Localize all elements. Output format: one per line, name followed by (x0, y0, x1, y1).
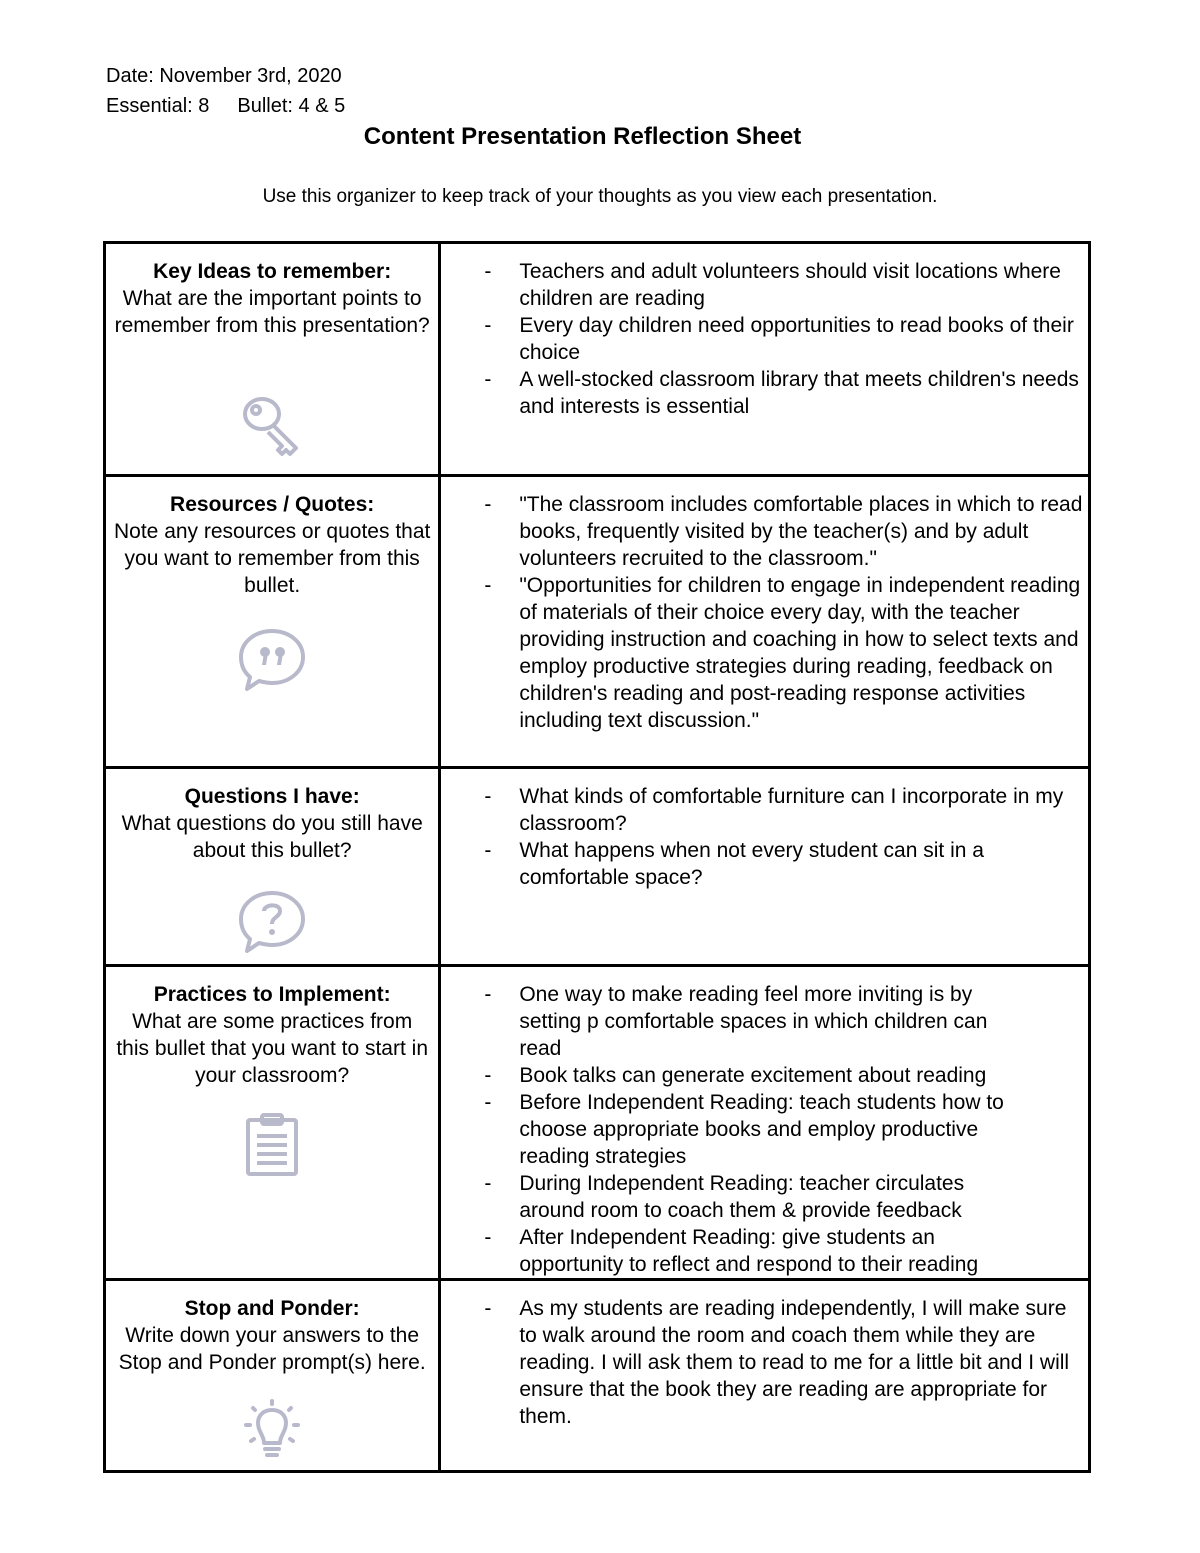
questions-list (441, 769, 1088, 891)
list-item: - Every day children need opportunities to read books of their choice (441, 312, 1088, 366)
reflection-table (103, 241, 1091, 1473)
date-line: Date: November 3rd, 2020 (106, 65, 342, 87)
resources-prompt-cell (105, 476, 440, 768)
resources-heading: Resources / Quotes: (170, 493, 375, 516)
list-item: - "The classroom includes comfortable places in which to read books, frequently visited by the teacher(s) and by adult volunteers recruited to the classroom." (441, 491, 1088, 572)
ponder-list (441, 1281, 1088, 1430)
list-item: - Book talks can generate excitement about reading (441, 1062, 1021, 1089)
page-title: Content Presentation Reflection Sheet (363, 123, 802, 150)
practices-notes-cell[interactable] (440, 966, 1090, 1280)
list-item: - A well-stocked classroom library that meets children's needs and interests is essential (441, 366, 1088, 420)
key-ideas-prompt: What are the important points to remember from this presentation? (114, 287, 430, 337)
lightbulb-icon (106, 1399, 438, 1461)
list-item: - One way to make reading feel more inviting is by setting p comfortable spaces in which children can read (441, 981, 1021, 1062)
table-row-practices (105, 966, 1090, 1280)
question-bubble-icon (106, 889, 438, 955)
key-ideas-list (441, 244, 1088, 420)
resources-list (441, 477, 1088, 734)
essential-number: Essential: 8 (106, 95, 210, 117)
table-row-questions (105, 768, 1090, 966)
questions-heading: Questions I have: (184, 785, 360, 808)
practices-prompt-cell (105, 966, 440, 1280)
table-row-resources-quotes (105, 476, 1090, 768)
resources-notes-cell[interactable] (440, 476, 1090, 768)
list-item: - Before Independent Reading: teach students how to choose appropriate books and employ productive reading strategies (441, 1089, 1021, 1170)
questions-prompt-cell (105, 768, 440, 966)
list-item: - What happens when not every student can sit in a comfortable space? (441, 837, 1088, 891)
ponder-notes-cell[interactable] (440, 1280, 1090, 1472)
key-ideas-heading: Key Ideas to remember: (153, 260, 392, 283)
ponder-prompt: Write down your answers to the Stop and Ponder prompt(s) here. (118, 1324, 426, 1374)
ponder-prompt-cell (105, 1280, 440, 1472)
key-ideas-prompt-cell (105, 243, 440, 476)
essential-bullet-line (106, 94, 345, 118)
resources-prompt: Note any resources or quotes that you want to remember from this bullet. (114, 520, 431, 597)
bullet-numbers: Bullet: 4 & 5 (237, 95, 346, 117)
questions-prompt: What questions do you still have about this bullet? (121, 812, 423, 862)
questions-notes-cell[interactable] (440, 768, 1090, 966)
table-row-stop-and-ponder (105, 1280, 1090, 1472)
quote-bubble-icon (106, 627, 438, 693)
practices-heading: Practices to Implement: (153, 983, 391, 1006)
list-item: - As my students are reading independently, I will make sure to walk around the room and coach them while they are reading. I will ask them to read to me for a little bit and I will ensure that the book they are reading are appropriate for them. (441, 1295, 1088, 1430)
list-item: - Teachers and adult volunteers should visit locations where children are reading (441, 258, 1088, 312)
list-item: - "Opportunities for children to engage in independent reading of materials of their choice every day, with the teacher providing instruction and coaching in how to select texts and employ productive strategies during reading, feedback on children's reading and post-reading response activities including text discussion." (441, 572, 1088, 734)
list-item: - After Independent Reading: give students an opportunity to reflect and respond to their reading (441, 1224, 1021, 1278)
practices-prompt: What are some practices from this bullet that you want to start in your classroom? (116, 1010, 428, 1087)
list-item: - During Independent Reading: teacher circulates around room to coach them & provide feedback (441, 1170, 1021, 1224)
list-item: - What kinds of comfortable furniture can I incorporate in my classroom? (441, 783, 1088, 837)
practices-list (441, 967, 1021, 1278)
table-row-key-ideas (105, 243, 1090, 476)
clipboard-icon (106, 1112, 438, 1178)
key-icon (106, 394, 438, 460)
ponder-heading: Stop and Ponder: (184, 1297, 360, 1320)
key-ideas-notes-cell[interactable] (440, 243, 1090, 476)
instructions-text: Use this organizer to keep track of your thoughts as you view each presentation. (262, 186, 938, 207)
